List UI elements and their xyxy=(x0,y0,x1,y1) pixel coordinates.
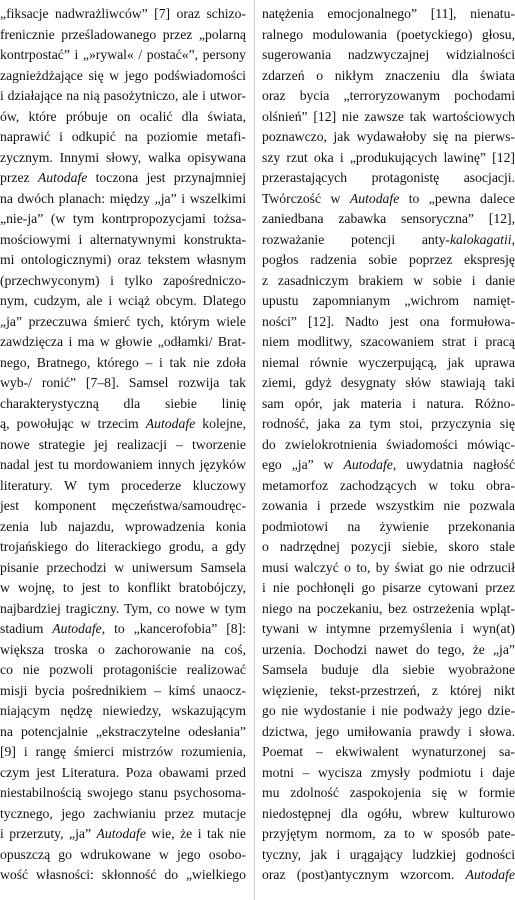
text-line xyxy=(262,783,515,804)
text-span: na potencjalnie „ekstraczytelne odesłania” xyxy=(0,723,246,739)
text-span: najbardziej tragiczny. Tym, co nowe w tym xyxy=(0,600,246,616)
text-line xyxy=(262,435,515,456)
text-line xyxy=(262,148,515,169)
text-span: naprawić i odkupić na poziomie metafi- xyxy=(0,129,246,144)
text-span: , to „kancerofobia” [8]: xyxy=(101,621,246,636)
italic-title: Autodafe xyxy=(465,867,515,882)
text-line xyxy=(0,722,246,743)
text-line xyxy=(262,127,515,148)
text-span: w wojnę, to jest to konflikt bratobójczy, xyxy=(0,580,246,595)
text-line xyxy=(262,824,515,845)
text-line xyxy=(262,496,515,517)
text-line xyxy=(0,373,246,394)
text-line xyxy=(262,537,515,558)
text-span: sugerowania nadzwyczajnej widzialności xyxy=(262,47,515,62)
text-line xyxy=(262,558,515,579)
text-span: zenia lub najazdu, wprowadzenia konia xyxy=(0,518,246,534)
text-span: opuszczą go wdrukowane w jego osobo- xyxy=(0,846,246,862)
text-span: nym, cudzym, ale i wciąż obcym. Dlatego xyxy=(0,293,246,308)
text-span: ów, które próbuje on ocalić dla świata, xyxy=(0,108,246,124)
text-line xyxy=(0,496,246,517)
text-span: toczona jest przynajmniej xyxy=(87,170,246,185)
text-line xyxy=(262,373,515,394)
text-span: , uwydatnia nagłość xyxy=(392,457,515,472)
text-span: charakterystyczną dla siebie linię xyxy=(0,395,246,411)
text-line xyxy=(262,722,515,743)
text-span: tywani w intymne przemyślenia i wyn(at) xyxy=(262,621,515,636)
text-span: nowe strategie jej realizacji – tworzenie xyxy=(0,436,246,452)
text-span: kontrpostać” i „»rywal« / postać«”, persony xyxy=(0,47,246,62)
text-span: mu zdolność zaspokojenia się w formie xyxy=(262,785,515,800)
text-span: wie, że i tak nie xyxy=(145,826,246,841)
text-line xyxy=(0,435,246,456)
text-span: pisanie przechodzi w uniwersum Samsela xyxy=(0,559,246,575)
text-line xyxy=(0,660,246,681)
text-line xyxy=(262,660,515,681)
text-span: co nie pozwoli protagoniście realizować xyxy=(0,662,246,677)
text-line xyxy=(0,394,246,415)
text-span: i przerzuty, „ja” xyxy=(0,826,97,841)
text-span: Twórczość w xyxy=(262,190,350,206)
text-line xyxy=(262,4,515,25)
text-span: natężenia emocjonalnego” [11], nienatu- xyxy=(262,6,515,21)
text-line xyxy=(262,168,515,189)
text-line xyxy=(0,332,246,353)
text-line xyxy=(262,517,515,538)
text-span: przez xyxy=(0,170,38,185)
text-line xyxy=(0,66,246,87)
text-line xyxy=(262,250,515,271)
text-span: motni – wycisza zmysły podmiotu i daje xyxy=(262,764,515,780)
text-line xyxy=(262,394,515,415)
text-span: ą, powołując w trzecim xyxy=(0,416,146,431)
text-span: go nie wydostanie i nie podważy jego dzie- xyxy=(262,703,515,718)
text-line xyxy=(0,578,246,599)
text-span: zdarzeń o nikłym znaczeniu dla świata xyxy=(262,67,515,83)
text-line xyxy=(0,45,246,66)
text-line xyxy=(262,291,515,312)
text-span: czym jest Literatura. Poza obawami przed xyxy=(0,764,246,780)
text-line xyxy=(0,865,246,886)
text-span: ralnego modulowania (poetyckiego) głosu, xyxy=(262,26,515,42)
text-line xyxy=(0,558,246,579)
text-span: metamorfoz zachodzących w toku obra- xyxy=(262,477,515,493)
text-span: stadium xyxy=(0,621,53,636)
text-line xyxy=(0,189,246,210)
text-span: ności” [12]. Nadto jest ona formułowa- xyxy=(262,313,515,329)
column-divider xyxy=(254,0,255,900)
text-span: niającym nędzę niewiedzy, wskazującym xyxy=(0,703,246,718)
text-line xyxy=(0,127,246,148)
text-line xyxy=(0,455,246,476)
text-line xyxy=(262,701,515,722)
text-line xyxy=(262,578,515,599)
text-span: szy rzut oka i „produkujących lawinę” [12] xyxy=(262,149,515,165)
text-span: zycznym. Innymi słowy, walka opisywana xyxy=(0,149,246,165)
text-line xyxy=(262,271,515,292)
text-line xyxy=(0,148,246,169)
italic-title: Autodafe xyxy=(96,826,146,841)
text-span: niedostępnej dla ogółu, wbrew kulturowo xyxy=(262,805,515,821)
text-span: sam opór, jak materia i natura. Różno- xyxy=(262,395,515,411)
text-line xyxy=(262,845,515,866)
text-span: [9] i rangę śmierci mistrzów rozumienia, xyxy=(0,744,246,759)
text-line xyxy=(262,865,515,886)
text-span: dzictwa, jego umiłowania prawdy i słowa. xyxy=(262,723,515,739)
text-span: olśnień” [12] nie zawsze tak wartościowych xyxy=(262,108,515,124)
text-span: na dwóch planach: między „ja” i wszelkimi xyxy=(0,190,246,206)
text-line xyxy=(0,476,246,497)
text-span: musi walczyć o to, by świat go nie odrzucił xyxy=(262,559,515,575)
text-span: , xyxy=(511,231,515,247)
text-span: tyczny, jak i urągający ludzkiej godności xyxy=(262,846,515,862)
text-span: pogłos radzenia sobie poprzez ekspresję xyxy=(262,252,515,267)
text-line xyxy=(262,681,515,702)
text-span: misji bycia pośrednikiem – kimś unaocz- xyxy=(0,682,246,698)
text-span: podmiotowi na żywienie przekonania xyxy=(262,518,515,534)
text-span: oraz bycia „terroryzowanym pochodami xyxy=(262,88,515,103)
text-span: nego, Bratnego, którego – i tak nie zdoła xyxy=(0,354,246,370)
text-span: mościowymi i alternatywnymi konstrukta- xyxy=(0,231,246,247)
italic-title: Autodafe xyxy=(52,621,102,636)
text-line xyxy=(0,763,246,784)
text-line xyxy=(0,250,246,271)
text-line xyxy=(0,4,246,25)
text-line xyxy=(0,312,246,333)
text-span: poznawczo, jak wydawałoby się na pierws- xyxy=(262,129,515,144)
text-span: i działające na nią pasożytniczo, ale i utwor- xyxy=(0,88,246,103)
text-line xyxy=(262,353,515,374)
text-line xyxy=(0,271,246,292)
text-line xyxy=(262,107,515,128)
text-line xyxy=(0,824,246,845)
text-line xyxy=(0,804,246,825)
text-span: i nie pochłonęli go pisarze cytowani przez xyxy=(262,580,515,595)
text-span: urzenia. Dochodzi nawet do tego, że „ja” xyxy=(262,641,515,657)
text-span: „nie-ja” (w tym kontrpropozycjami tożsa- xyxy=(0,211,246,226)
text-span: oraz (post)antycznym wzorcom. xyxy=(262,867,466,882)
text-line xyxy=(0,25,246,46)
text-line xyxy=(0,86,246,107)
text-line xyxy=(0,353,246,374)
text-line xyxy=(262,332,515,353)
text-line xyxy=(262,66,515,87)
text-line xyxy=(262,209,515,230)
text-span: ziemi, gdyż desygnaty słów stawiają taki xyxy=(262,375,515,390)
text-span: upustu zapomnianym „wichrom namięt- xyxy=(262,293,515,308)
text-span: nadal jest tu mordowaniem innych języków xyxy=(0,457,246,472)
text-line xyxy=(0,168,246,189)
text-span: zawdzięcza i ma w głowie „odłamki/ Brat- xyxy=(0,334,246,349)
text-span: niem modlitwy, szacowaniem strat i pracą xyxy=(262,334,515,349)
text-line xyxy=(262,25,515,46)
italic-title: Autodafe xyxy=(349,190,400,206)
text-span: niego na poczekaniu, bez ostrzeżenia wpląt- xyxy=(262,600,515,616)
text-span: przerastających protagonistę asocjacji. xyxy=(262,170,515,185)
text-span: jest komponent męczeństwa/samoudręc- xyxy=(0,498,246,513)
text-line xyxy=(0,701,246,722)
italic-title: Autodafe xyxy=(145,416,196,431)
text-line xyxy=(0,599,246,620)
text-span: niemal równie wyczerpującą, jak uprawa xyxy=(262,354,515,370)
text-span: tycznego, jego zachwianiu przez mutacje xyxy=(0,805,246,821)
text-span: niestabilnością swojego stanu psychosoma- xyxy=(0,785,246,800)
text-line xyxy=(262,742,515,763)
text-line xyxy=(262,414,515,435)
text-span: zowania i przede wszystkim nie pozwala xyxy=(262,498,515,513)
text-line xyxy=(262,230,515,251)
text-span: „fiksacje nadwrażliwców” [7] oraz schizo- xyxy=(0,6,246,21)
text-line xyxy=(262,312,515,333)
text-line xyxy=(262,189,515,210)
text-span: zaniedbana zabawka sensoryczna” [12], xyxy=(262,211,515,226)
text-line xyxy=(0,230,246,251)
text-line xyxy=(0,517,246,538)
text-line xyxy=(262,45,515,66)
text-span: „ja” przeczuwa śmierć tych, którym wiele xyxy=(0,313,246,329)
italic-title: Autodafe xyxy=(37,170,88,185)
text-span: do zwielokrotnienia świadomości mówiąc- xyxy=(262,436,515,452)
text-line xyxy=(0,742,246,763)
italic-title: kalokagatii xyxy=(449,231,512,247)
text-span: to „pewna dalece xyxy=(399,190,515,206)
italic-title: Autodafe xyxy=(343,457,393,472)
text-span: (przechwyconym) i tylko zapośredniczo- xyxy=(0,272,246,288)
text-line xyxy=(0,537,246,558)
text-span: Poemat – ekwiwalent wynaturzonej sa- xyxy=(262,744,515,759)
text-span: wość własności: skłonność do „wielkiego xyxy=(0,867,246,882)
text-span: więzienie, tekst-przestrzeń, z której nikt xyxy=(262,682,515,698)
text-span: trojańskiego do literackiego grodu, a gdy xyxy=(0,539,246,554)
text-span: z zasadniczym brakiem w sobie i danie xyxy=(262,272,515,288)
text-line xyxy=(0,414,246,435)
text-line xyxy=(262,476,515,497)
text-column-right xyxy=(262,4,515,886)
text-line xyxy=(0,107,246,128)
text-line xyxy=(0,845,246,866)
text-column-left xyxy=(0,4,246,886)
text-span: kolejne, xyxy=(195,416,246,431)
text-span: ego „ja” w xyxy=(262,457,344,472)
text-line xyxy=(0,681,246,702)
text-line xyxy=(262,599,515,620)
text-span: większa troska o zachorowanie na coś, xyxy=(0,641,246,657)
text-span: przyjętym normom, za to w sposób pate- xyxy=(262,826,515,841)
text-line xyxy=(262,619,515,640)
text-line xyxy=(0,291,246,312)
text-line xyxy=(0,209,246,230)
text-line xyxy=(0,783,246,804)
text-line xyxy=(262,804,515,825)
text-span: Samsela buduje dla siebie wyobrażone xyxy=(262,662,515,677)
text-span: wyb-/ ronić” [7–8]. Samsel rozwija tak xyxy=(0,375,246,390)
text-span: literatury. W tym procederze kluczowy xyxy=(0,477,246,493)
text-line xyxy=(262,455,515,476)
text-span: o nadrzędnej pozycji siebie, skoro stale xyxy=(262,539,515,554)
text-line xyxy=(262,640,515,661)
text-span: mi ontologicznymi) oraz tekstem własnym xyxy=(0,252,246,267)
text-span: frenicznie prześladowanego przez „polarną xyxy=(0,26,246,42)
text-span: rozważanie potencji anty- xyxy=(262,231,450,247)
text-line xyxy=(262,86,515,107)
text-line xyxy=(0,640,246,661)
text-span: rodność, jaka za tym stoi, przyczynia się xyxy=(262,416,515,431)
text-line xyxy=(262,763,515,784)
text-span: zagnieżdżające się w jego podświadomości xyxy=(0,67,246,83)
text-line xyxy=(0,619,246,640)
